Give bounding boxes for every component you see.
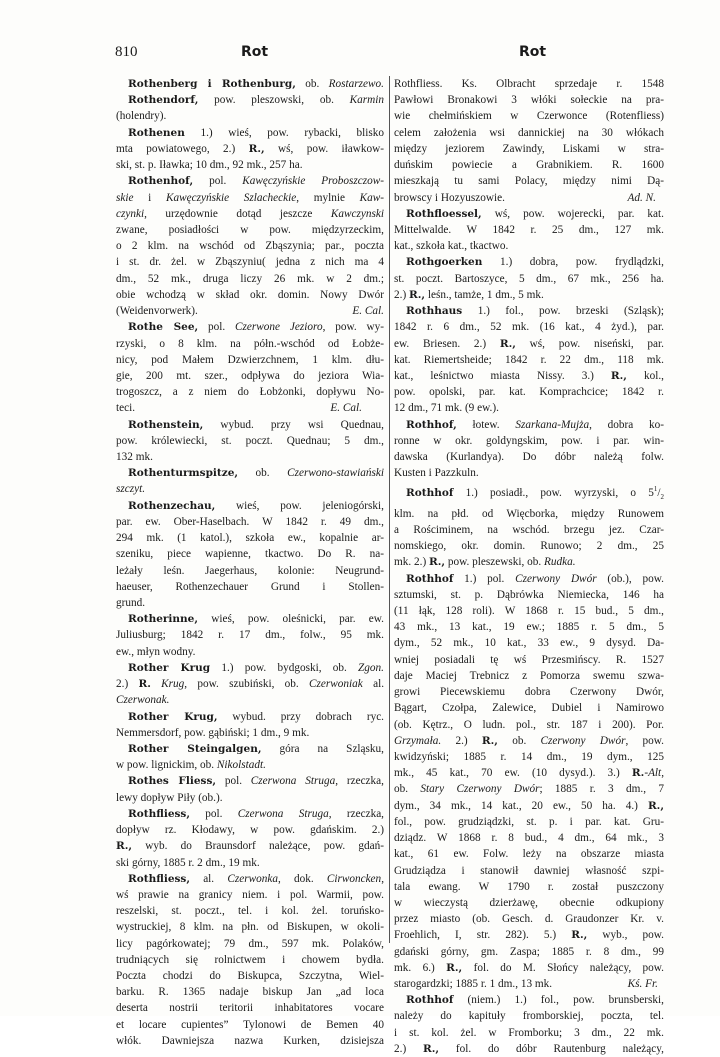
text-line: sztumski, st. p. Dąbrówka Niemiecka, 146 ha <box>394 588 664 601</box>
text-line: kat., 61 ew. Folw. leży na obszarze miasta <box>394 848 664 861</box>
text-line: nomskiego, okr. domin. Runowo; 2 dm., 25 <box>394 540 664 553</box>
text-line: Rothgoerken 1.) dobra, pow. frydlądzki, <box>406 256 664 269</box>
text-line: 2.) R. Krug, pow. szubiński, ob. Czerwoniak al. <box>116 678 384 691</box>
text-line: mk., 45 kat., 70 ew. (10 dysyd.). 3.) R.-Alt, <box>394 767 664 780</box>
text-line: dawska (Kurlandya). Do dóbr należą folw. <box>394 451 664 464</box>
text-line: Rothhaus 1.) fol., pow. brzeski (Szląsk); <box>406 305 664 318</box>
text-line: w wieczystą dzierżawę, obecnie odkupiony <box>394 896 664 909</box>
text-line: leżały leśn. Jaegerhaus, kolonie: Neugrund- <box>116 564 384 577</box>
text-line: ew. Briesen. 2.) R., wś, pow. niseński, par. <box>394 337 664 350</box>
text-line: teci. E. Cal. <box>116 402 362 415</box>
text-line: ob. Stary Czerwony Dwór; 1885 r. 3 dm., 7 <box>394 783 664 796</box>
text-line: Mittelwalde. W 1842 r. 25 dm., 127 mk. <box>394 223 664 236</box>
text-line: Rothfloessel, wś, pow. wojerecki, par. kat. <box>406 207 664 220</box>
running-header-right: Rot <box>519 44 547 60</box>
text-line: czynki, urzędownie dotąd jeszcze Kawczynski <box>116 207 384 220</box>
text-line: starogardzki; 1885 r. 1 dm., 13 mk. Kś. Fr. <box>394 978 658 991</box>
text-line: pow. opolski, par. kat. Komprachcice; 1842 r. <box>394 386 664 399</box>
text-line: Rothenturmspitze, ob. Czerwono-stawiański <box>128 467 384 480</box>
text-line: mk. 2.) R., pow. pleszewski, ob. Rudka. <box>394 556 576 569</box>
text-line: (11 łąk, 128 roli). W 1868 r. 15 bud., 5 dm., <box>394 605 664 617</box>
text-line: a Rościminem, na wschód. brzegu jez. Czar- <box>394 523 664 536</box>
text-line: R., wyb. do Braunsdorf należące, pow. gdań- <box>116 840 384 853</box>
text-line: Rothfliess, al. Czerwonka, dok. Cirwoncken, <box>128 872 384 885</box>
text-line: reszelski, st. poczt., tel. i kol. żel. toruńsko- <box>116 905 384 918</box>
text-line: szczyt. <box>116 483 146 496</box>
text-line: mta powiatowego, 2.) R., wś, pow. iławkow- <box>116 142 384 155</box>
text-line: kat., szkoła kat., tkactwo. <box>394 240 509 253</box>
text-line: 294 mk. (1 katol.), szkoła ew., kopalnie ar- <box>116 532 384 545</box>
text-line: 12 dm., 71 mk. (9 ew.). <box>394 402 499 415</box>
text-line: Rothhof (niem.) 1.) fol., pow. brunsberski, <box>406 994 664 1007</box>
text-line: deserta nostrii teritorii inhabitatores vocare <box>116 1002 384 1015</box>
text-line: o 2 klm. na wschód od Zbąszynia; par., poczta <box>116 240 384 253</box>
text-line: klm. na płd. od Więcborka, między Runowem <box>394 507 664 520</box>
text-line: mieszkają tu sami Polacy, między nimi Dą- <box>394 175 664 188</box>
text-line: Bągart, Czołpa, Zalewice, Dubiel i Namirowo <box>394 702 664 715</box>
text-line: duńskim powiecie a Grabnikiem. R. 1600 <box>394 159 664 172</box>
text-line: ew., młyn wodny. <box>116 645 196 658</box>
text-line: między jeziorem Zawindy, Liskami w stra- <box>394 142 664 155</box>
text-line: zwane, posiadłości w pow. międzyrzeckim, <box>116 223 384 236</box>
text-line: wie chełmińskiem w Czerwonce (Rotenfliess) <box>394 110 664 123</box>
text-line: growi Piecewskiemu dobra Czerwony Dwór, <box>394 686 664 699</box>
text-line: licy pagórkowatej; 79 dm., 597 mk. Polaków, <box>116 937 384 950</box>
text-line: (holendry). <box>116 110 167 123</box>
text-line: 43 mk., 13 kat., 19 ew.; 1885 r. 5 dm., 5 <box>394 621 664 634</box>
text-line: w pow. lignickim, ob. Nikolstadt. <box>116 759 266 772</box>
text-line: ronne w okr. goldyngskim, pow. i par. win- <box>394 434 664 447</box>
text-line: Rothendorf, pow. pleszowski, ob. Karmin <box>128 94 384 107</box>
text-line: obie wchodzą w skład okr. domin. Nowy Dwór <box>116 288 384 301</box>
text-line: trudniących się rolnictwem i chowem bydła. <box>116 953 384 966</box>
text-line: wystruckiej, 8 klm. na płn. od Biskupen, w okoli- <box>116 921 384 934</box>
text-line: Rothe See, pol. Czerwone Jezioro, pow. wy- <box>128 321 384 334</box>
text-line: wniej posiadali tę wś Przesmińscy. R. 1527 <box>394 653 664 666</box>
text-line: Rothfliess, pol. Czerwona Struga, rzeczka, <box>128 807 384 820</box>
text-line: barku. R. 1365 nadaje biskup Jan „ad loca <box>116 986 384 999</box>
text-line: celem założenia wsi dannickiej na 30 włókach <box>394 126 664 139</box>
text-line: Rothhof, łotew. Szarkana-Mujża, dobra ko- <box>406 418 664 431</box>
text-line: i st. dr. żel. w Zbąszyniu( jedna z nich ma 4 <box>116 256 384 269</box>
text-line: trogoszcz, a z niem do Łobżonki, dopływu No- <box>116 386 384 399</box>
text-line: kat., leśnictwo miasta Nissy. 3.) R., kol., <box>394 369 664 382</box>
text-line: Poczta chodzi do Biskupca, Szczytna, Wiel- <box>116 970 384 983</box>
text-line: Rother Steingalgen, góra na Szląsku, <box>128 742 384 755</box>
left-column <box>116 76 384 1049</box>
text-line: rzyski, o 8 klm. na półn.-wschód od Łobże- <box>116 337 384 350</box>
text-line: dm., 52 mk., druga liczy 26 mk. w 2 dm.; <box>116 272 384 285</box>
text-line: Rothhof 1.) posiadł., pow. wyrzyski, o $5^1/_2$ <box>406 485 664 502</box>
text-line: 2.) R., fol. do dóbr Rautenburg należący, <box>394 1042 664 1055</box>
text-line: wś prawie na granicy niem. i pol. Warmii, pow. <box>116 888 384 901</box>
text-line: Rothes Fliess, pol. Czerwona Struga, rzeczka, <box>128 775 384 788</box>
text-line: 132 mk. <box>116 451 153 464</box>
text-line: Czerwonak. <box>116 694 170 707</box>
text-line: gie, 200 mt. szer., odpływa do jeziora Wia- <box>116 369 384 382</box>
text-line: kat. Riemertsheide; 1842 r. 22 dm., 118 mk. <box>394 353 664 366</box>
text-line: dym., 52 mk., 10 kat., 33 ew., 9 dysyd. Da- <box>394 637 664 650</box>
text-line: i st. kol. żel. w Fromborku; 3 dm., 22 mk. <box>394 1026 664 1039</box>
right-column <box>394 76 664 1057</box>
page-number: 810 <box>115 44 138 60</box>
text-line: włók. Dawniejsza nazwa Kurken, dzisiejsza <box>116 1034 384 1047</box>
text-line: Kusten i Pazzkuln. <box>394 467 479 480</box>
text-line: Froehlich, I, str. 282). 5.) R., wyb., pow. <box>394 929 664 942</box>
text-line: skie i Kawęczyńskie Szlacheckie, mylnie Kaw- <box>116 191 384 204</box>
text-line: 1842 r. 6 dm., 52 mk. (16 kat., 4 żyd.), par. <box>394 321 664 334</box>
text-line: Rothhof 1.) pol. Czerwony Dwór (ob.), pow. <box>406 572 664 585</box>
text-line: 2.) R., leśn., tamże, 1 dm., 5 mk. <box>394 288 544 301</box>
text-line: Rother Krug, wybud. przy dobrach ryc. <box>128 710 384 723</box>
text-line: kwidzyński; 1885 r. 14 dm., 19 dym., 125 <box>394 750 664 763</box>
text-line: pow. królewiecki, st. poczt. Quednau; 5 dm., <box>116 434 384 447</box>
text-line: Grudziądza i stanowił dawniej własność szpi- <box>394 864 664 877</box>
text-line: Grzymała. 2.) R., ob. Czerwony Dwór, pow. <box>394 734 664 747</box>
text-line: Rotherinne, wieś, pow. oleśnicki, par. ew. <box>128 613 384 626</box>
column-divider <box>389 76 390 943</box>
text-line: (ob. Kętrz., O ludn. pol., str. 187 i 200). Por. <box>394 718 664 731</box>
text-line: par. ew. Ober-Haselbach. W 1842 r. 49 dm., <box>116 515 384 528</box>
text-line: grund. <box>116 597 146 609</box>
text-line: Pawłowi Bronakowi 3 włóki sołeckie na pra- <box>394 94 664 107</box>
text-line: Rothenstein, wybud. przy wsi Quednau, <box>128 418 384 431</box>
text-line: szeniku, piece wapienne, tkactwo. Do R. na- <box>116 548 384 561</box>
text-line: dziądz. W 1868 r. 8 bud., 4 dm., 64 mk., 3 <box>394 832 664 845</box>
text-line: Rothenen 1.) wieś, pow. rybacki, blisko <box>128 126 384 139</box>
text-line: Juliusburg; 1842 r. 17 dm., folw., 95 mk. <box>116 629 384 642</box>
text-line: należy do kapituły fromborskiej, poczta, tel. <box>394 1010 664 1023</box>
text-line: dopływ rz. Kłodawy, w pow. gdańskim. 2.) <box>116 824 384 837</box>
text-line: daje Maciej Trebnicz z Pomorza swemu szwa- <box>394 669 664 682</box>
text-line: Rothenzechau, wieś, pow. jeleniogórski, <box>128 499 384 512</box>
text-line: mk. 6.) R., fol. do M. Słońcy należący, pow. <box>394 961 664 974</box>
text-line: Rothfliess. Ks. Olbracht sprzedaje r. 1548 <box>394 78 664 90</box>
text-line: ski, st. p. Iławka; 10 dm., 92 mk., 257 ha. <box>116 159 303 172</box>
text-line: Rothenhof, pol. Kawęczyńskie Proboszczow- <box>128 175 384 188</box>
text-line: Rothenberg i Rothenburg, ob. Rostarzewo. <box>128 78 384 90</box>
text-line: tala ewang. W 1790 r. został puszczony <box>394 880 664 893</box>
text-line: dym., 34 mk., 14 kat., 20 ew., 50 ha. 4.) R., <box>394 799 664 812</box>
text-line: st. poczt. Bartoszyce, 5 dm., 67 mk., 256 ha. <box>394 272 664 285</box>
text-line: ski górny, 1885 r. 2 dm., 19 mk. <box>116 856 260 869</box>
text-line: Nemmersdorf, pow. gąbiński; 1 dm., 9 mk. <box>116 726 310 739</box>
text-line: (Weidenvorwerk). E. Cal. <box>116 305 384 318</box>
text-line: gdański górny, gm. Zaspa; 1885 r. 8 dm., 99 <box>394 945 664 958</box>
text-line: haeuser, Rothenzechauer Grund i Stollen- <box>116 580 384 593</box>
text-line: przez miasto (ob. Gesch. d. Graudonzer Kr. v. <box>394 913 664 926</box>
text-line: browscy i Hozyuszowie. Ad. N. <box>394 191 656 204</box>
text-line: fol., pow. grudziądzki, st. p. i par. kat. Gru- <box>394 815 664 828</box>
text-line: nicy, pod Małem Dzwierzchnem, 1 klm. dłu- <box>116 353 384 366</box>
text-line: et locare cupientes” Tylonowi de Bemen 40 <box>116 1018 384 1031</box>
text-line: Rother Krug 1.) pow. bydgoski, ob. Zgon. <box>128 661 384 674</box>
text-line: lewy dopływ Piły (ob.). <box>116 791 223 804</box>
running-header-left: Rot <box>241 44 269 60</box>
